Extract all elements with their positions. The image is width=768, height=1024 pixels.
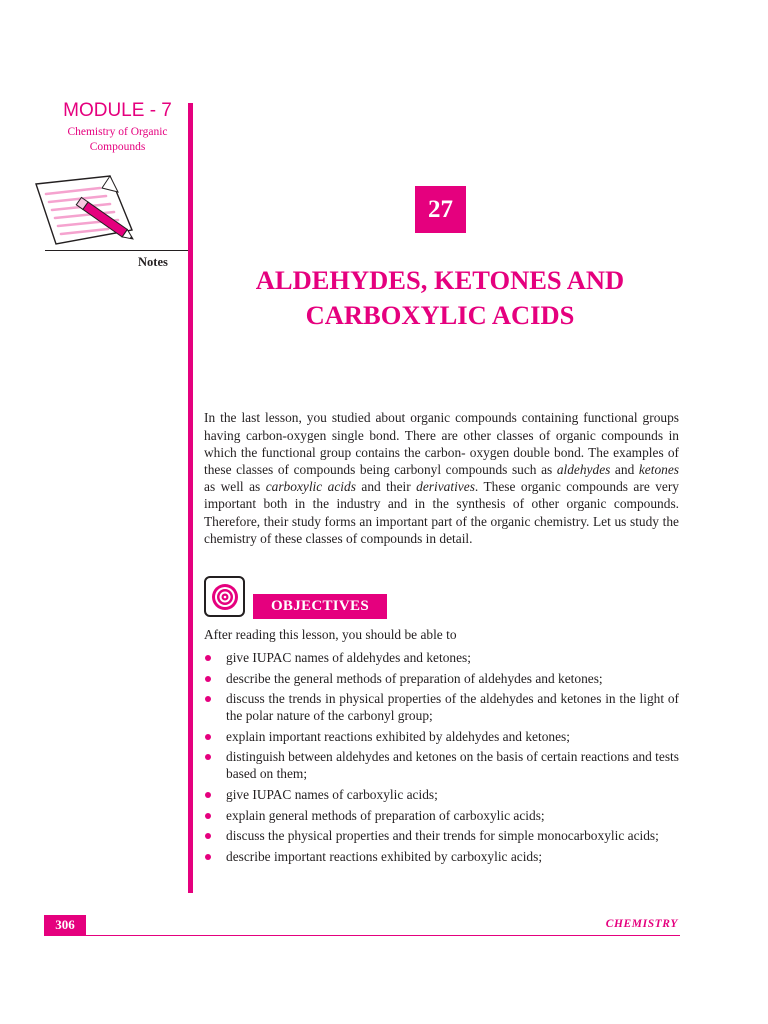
list-item: explain important reactions exhibited by aldehydes and ketones;	[204, 728, 679, 745]
target-icon	[204, 576, 245, 617]
objectives-intro: After reading this lesson, you should be able to	[204, 627, 457, 642]
intro-paragraph	[204, 409, 679, 547]
intro-text-3: as well as	[204, 479, 266, 495]
bullet-icon	[205, 676, 211, 682]
notes-divider	[45, 250, 190, 251]
bullet-icon	[205, 792, 211, 798]
list-item: describe important reactions exhibited by carboxylic acids;	[204, 848, 679, 865]
bullet-icon	[205, 854, 211, 860]
chapter-number: 27	[415, 186, 466, 233]
bullet-icon	[205, 696, 211, 702]
list-item: give IUPAC names of carboxylic acids;	[204, 786, 679, 803]
bullet-icon	[205, 833, 211, 839]
intro-em-derivatives: derivatives	[416, 479, 475, 495]
footer-rule	[44, 935, 680, 936]
intro-text-2: and	[610, 462, 639, 477]
bullet-icon	[205, 813, 211, 819]
notes-label: Notes	[138, 255, 168, 269]
target-icon-graphic	[211, 583, 239, 611]
list-item: discuss the physical properties and their trends for simple monocarboxylic acids;	[204, 827, 679, 844]
objectives-heading: OBJECTIVES	[253, 594, 387, 619]
margin-bar	[188, 103, 193, 893]
module-subtitle	[55, 125, 180, 155]
intro-em-aldehydes: aldehydes	[556, 462, 611, 477]
intro-text-1: In the last lesson, you studied about organic compounds containing functional groups having carbon-oxygen single bond. There are other classes of organic compounds in which the functional group contains the carbon- oxygen double bond. The examples of these classes of compounds being carbonyl compounds such as	[204, 410, 679, 477]
module-subtitle-line1: Chemistry of Organic	[67, 126, 168, 138]
chapter-title-line2: CARBOXYLIC ACIDS	[305, 300, 575, 330]
page-number: 306	[44, 915, 86, 935]
list-item: distinguish between aldehydes and ketones on the basis of certain reactions and tests based on them;	[204, 748, 679, 782]
intro-text-4: and their	[355, 479, 417, 495]
footer-subject: CHEMISTRY	[605, 918, 678, 930]
module-subtitle-line2: Compounds	[89, 141, 146, 153]
intro-em-carboxylic-acids: carboxylic acids	[265, 479, 356, 495]
module-title: MODULE - 7	[63, 100, 172, 121]
list-item: describe the general methods of preparation of aldehydes and ketones;	[204, 670, 679, 687]
objectives-list	[204, 649, 679, 868]
bullet-icon	[205, 754, 211, 760]
chapter-title	[200, 263, 680, 333]
intro-text-5: . These organic compounds are very important both in the industry and in the synthesis of other organic compounds. Therefore, their study forms an important part of the organic chemistry. Let us study the chemistry of these classes of compounds in detail.	[204, 479, 680, 546]
bullet-icon	[205, 655, 211, 661]
intro-em-ketones: ketones	[638, 462, 679, 477]
bullet-icon	[205, 734, 211, 740]
list-item: give IUPAC names of aldehydes and ketones;	[204, 649, 679, 666]
list-item: explain general methods of preparation of carboxylic acids;	[204, 807, 679, 824]
chapter-title-line1: ALDEHYDES, KETONES AND	[255, 265, 625, 295]
list-item: discuss the trends in physical properties of the aldehydes and ketones in the light of the polar nature of the carbonyl group;	[204, 690, 679, 724]
notes-pencil-icon	[28, 172, 148, 252]
